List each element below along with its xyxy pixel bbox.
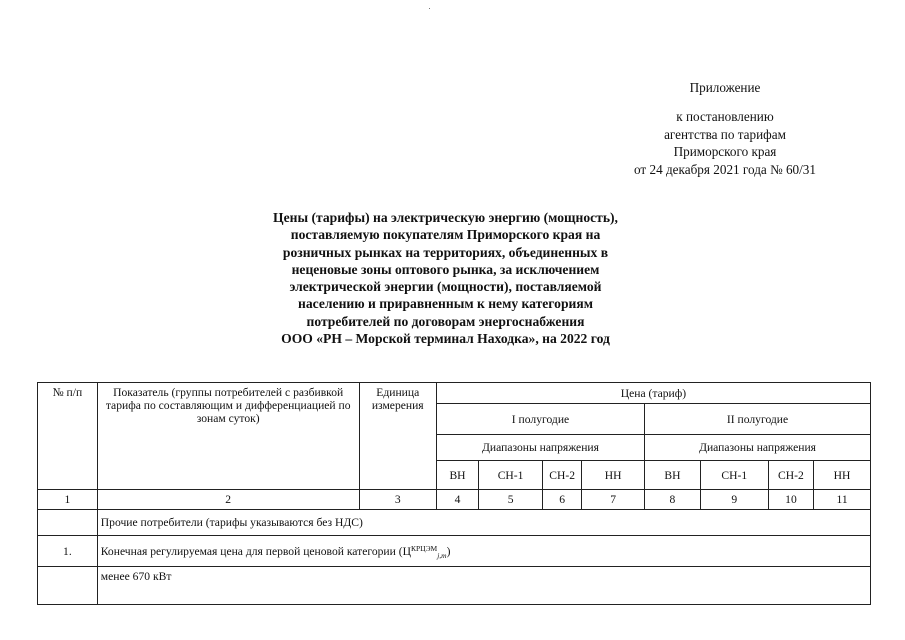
title-line: электрической энергии (мощности), поставляемой: [289, 279, 602, 295]
column-number: 7: [582, 490, 645, 510]
price-superscript: КРЦЭМ: [410, 543, 438, 553]
header-unit: Единица измерения: [359, 383, 436, 490]
header-voltage-sn2: СН-2: [543, 461, 582, 490]
header-voltage-sn1: СН-1: [479, 461, 543, 490]
appendix-reference: [560, 108, 890, 178]
tariff-table: [37, 382, 871, 605]
header-price: Цена (тариф): [436, 383, 870, 404]
header-half-2: II полугодие: [645, 404, 871, 435]
header-voltage-nn: НН: [582, 461, 645, 490]
column-number: 5: [479, 490, 543, 510]
column-number: 11: [814, 490, 871, 510]
title-line: Цены (тарифы) на электрическую энергию (мощность),: [273, 210, 618, 225]
appendix-line: Приморского края: [673, 144, 777, 159]
header-voltage-vn: ВН: [436, 461, 478, 490]
row-number: 1.: [38, 536, 98, 567]
header-voltage-ranges: Диапазоны напряжения: [436, 435, 644, 461]
appendix-heading: Приложение: [689, 80, 761, 95]
header-half-1: I полугодие: [436, 404, 644, 435]
column-number: 9: [700, 490, 768, 510]
title-line: неценовые зоны оптового рынка, за исключением: [291, 261, 600, 277]
header-indicator: Показатель (группы потребителей с разбивкой тарифа по составляющим и дифференциацией по зонам суток): [97, 383, 359, 490]
title-line: потребителей по договорам энергоснабжения: [306, 313, 585, 329]
column-number: 1: [38, 490, 98, 510]
appendix-line: к постановлению: [676, 109, 774, 124]
title-line: населению и приравненным к нему категориям: [298, 296, 593, 312]
section-label: Прочие потребители (тарифы указываются без НДС): [97, 510, 870, 536]
title-line: розничных рынках на территориях, объединенных в: [282, 244, 609, 260]
title-line: ООО «РН – Морской терминал Находка», на 2022 год: [281, 331, 610, 347]
header-voltage-sn1: СН-1: [700, 461, 768, 490]
price-subscript: j,m: [437, 550, 447, 560]
header-number: № п/п: [38, 383, 98, 490]
column-number: 8: [645, 490, 701, 510]
scan-speck: [429, 8, 430, 9]
title-line: поставляемую покупателям Приморского края на: [290, 227, 601, 243]
row-under-670kw: менее 670 кВт: [97, 567, 870, 605]
row-text: Конечная регулируемая цена для первой ценовой категории (Ц: [100, 544, 411, 558]
appendix-line: агентства по тарифам: [664, 126, 786, 142]
row-final-price-category-1: [97, 536, 870, 567]
column-number: 3: [359, 490, 436, 510]
column-number: 2: [97, 490, 359, 510]
document-title: [228, 209, 663, 347]
header-voltage-nn: НН: [814, 461, 871, 490]
header-voltage-vn: ВН: [645, 461, 701, 490]
empty-cell: [38, 510, 98, 536]
empty-cell: [38, 567, 98, 605]
column-number: 6: [543, 490, 582, 510]
row-text-close: ): [446, 544, 451, 558]
column-number: 4: [436, 490, 478, 510]
appendix-line: от 24 декабря 2021 года № 60/31: [634, 161, 816, 177]
column-number: 10: [768, 490, 813, 510]
header-voltage-sn2: СН-2: [768, 461, 813, 490]
header-voltage-ranges: Диапазоны напряжения: [645, 435, 871, 461]
